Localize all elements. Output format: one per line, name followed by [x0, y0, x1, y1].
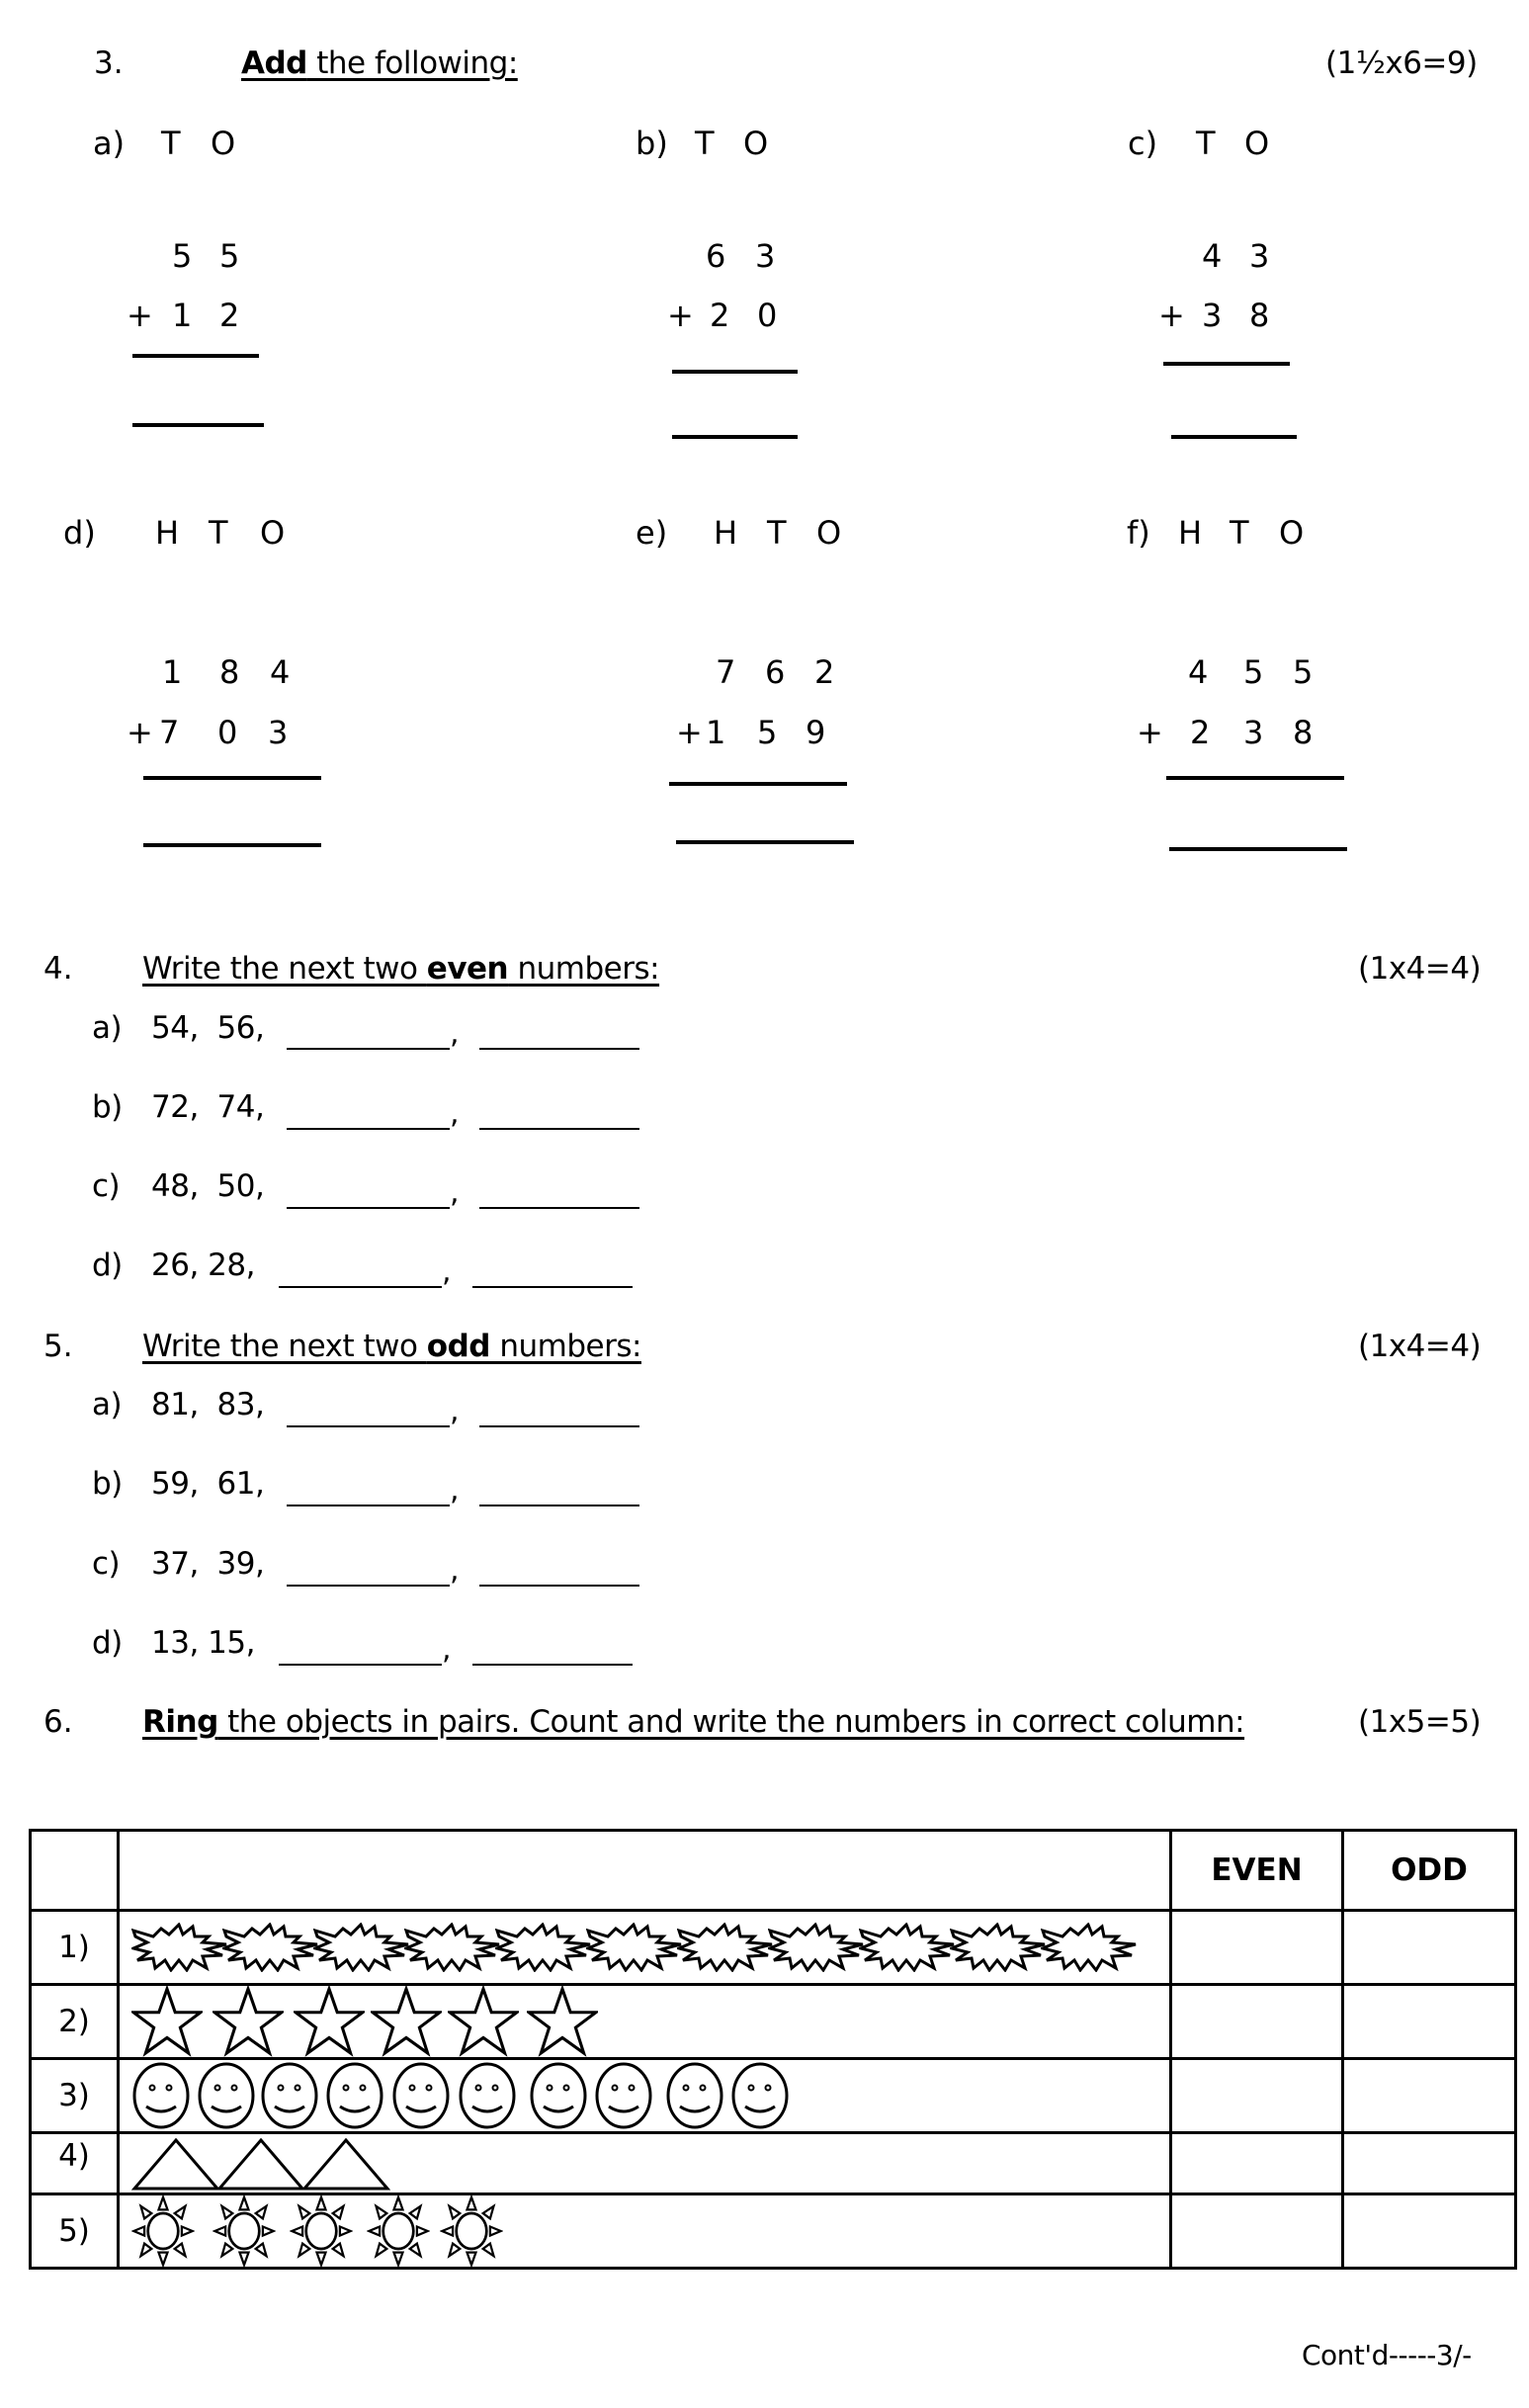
plus-sign: + — [127, 297, 153, 334]
answer-line — [132, 354, 259, 358]
title-bold: even — [426, 951, 509, 987]
digit: 3 — [268, 714, 289, 751]
answer-blank[interactable] — [287, 1048, 450, 1050]
comma: , — [450, 1553, 460, 1588]
burst-icon-group — [131, 1919, 1159, 1976]
even-answer-cell[interactable] — [1171, 2133, 1343, 2194]
answer-line — [669, 782, 847, 786]
item-label: c) — [92, 1546, 121, 1582]
answer-blank[interactable] — [279, 1286, 442, 1288]
answer-line — [1166, 776, 1344, 780]
digit: 6 — [706, 237, 726, 275]
smiley-icon-group — [131, 2061, 823, 2130]
place-header-ones: O — [1279, 514, 1305, 552]
digit: 5 — [1243, 653, 1264, 691]
digit: 4 — [1202, 237, 1223, 275]
digit: 4 — [1188, 653, 1209, 691]
objects-cell[interactable] — [119, 2059, 1171, 2133]
digit: 5 — [757, 714, 778, 751]
number-sequence: 26, 28, — [151, 1247, 255, 1283]
problem-label: c) — [1128, 125, 1158, 162]
answer-line — [672, 370, 798, 374]
item-label: b) — [92, 1466, 123, 1502]
place-header-tens: T — [695, 125, 715, 162]
question-4-marks: (1x4=4) — [1358, 951, 1482, 987]
place-header-hundreds: H — [1178, 514, 1203, 552]
answer-line[interactable] — [132, 423, 264, 427]
question-6-marks: (1x5=5) — [1358, 1704, 1482, 1740]
header-cell-number — [31, 1831, 119, 1911]
header-cell-odd: ODD — [1343, 1831, 1516, 1911]
question-6-number: 6. — [43, 1704, 73, 1740]
answer-blank[interactable] — [279, 1664, 442, 1666]
answer-blank[interactable] — [287, 1425, 450, 1427]
question-3-title-rest: the following: — [306, 45, 518, 81]
objects-cell[interactable] — [119, 1985, 1171, 2059]
odd-answer-cell[interactable] — [1343, 1911, 1516, 1985]
number-sequence: 72, 74, — [151, 1089, 265, 1125]
answer-line — [143, 776, 321, 780]
item-label: a) — [92, 1387, 123, 1422]
triangle-icon-group — [131, 2135, 428, 2193]
header-cell-even: EVEN — [1171, 1831, 1343, 1911]
row-label: 2) — [31, 1985, 119, 2059]
title-text: numbers: — [508, 951, 660, 987]
even-answer-cell[interactable] — [1171, 2194, 1343, 2269]
digit: 8 — [219, 653, 240, 691]
objects-cell[interactable] — [119, 2133, 1171, 2194]
comma: , — [450, 1394, 460, 1428]
comma: , — [442, 1254, 452, 1289]
comma: , — [442, 1632, 452, 1667]
digit: 6 — [765, 653, 786, 691]
digit: 2 — [219, 297, 240, 334]
plus-sign: + — [676, 714, 703, 751]
row-label: 5) — [31, 2194, 119, 2269]
answer-blank[interactable] — [479, 1505, 639, 1506]
answer-blank[interactable] — [287, 1128, 450, 1130]
question-3-number: 3. — [94, 45, 124, 81]
comma: , — [450, 1175, 460, 1210]
title-text: the objects in pairs. Count and write the numbers in correct column: — [217, 1704, 1245, 1740]
place-header-hundreds: H — [714, 514, 738, 552]
place-header-tens: T — [767, 514, 787, 552]
odd-answer-cell[interactable] — [1343, 1985, 1516, 2059]
number-sequence: 59, 61, — [151, 1466, 265, 1502]
digit: 2 — [710, 297, 730, 334]
place-header-tens: T — [161, 125, 181, 162]
odd-answer-cell[interactable] — [1343, 2059, 1516, 2133]
item-label: a) — [92, 1010, 123, 1046]
digit: 8 — [1249, 297, 1270, 334]
table-row — [31, 2194, 1516, 2269]
item-label: c) — [92, 1168, 121, 1204]
objects-cell[interactable] — [119, 1911, 1171, 1985]
number-sequence: 13, 15, — [151, 1625, 255, 1661]
digit: 1 — [706, 714, 726, 751]
title-bold: Ring — [142, 1704, 218, 1740]
question-4-title — [142, 951, 659, 987]
place-header-ones: O — [211, 125, 236, 162]
digit: 5 — [1293, 653, 1314, 691]
answer-blank[interactable] — [472, 1286, 633, 1288]
table-row — [31, 1985, 1516, 2059]
digit: 4 — [270, 653, 291, 691]
even-answer-cell[interactable] — [1171, 1985, 1343, 2059]
answer-blank[interactable] — [479, 1585, 639, 1587]
even-answer-cell[interactable] — [1171, 2059, 1343, 2133]
digit: 7 — [716, 653, 736, 691]
digit: 1 — [172, 297, 193, 334]
digit: 5 — [219, 237, 240, 275]
header-cell-objects — [119, 1831, 1171, 1911]
row-label: 4) — [31, 2133, 119, 2194]
even-answer-cell[interactable] — [1171, 1911, 1343, 1985]
item-label: b) — [92, 1089, 123, 1125]
comma: , — [450, 1096, 460, 1131]
answer-line — [1163, 362, 1290, 366]
place-header-tens: T — [209, 514, 228, 552]
pairs-table — [29, 1829, 1517, 2270]
digit: 1 — [162, 653, 183, 691]
row-label: 1) — [31, 1911, 119, 1985]
number-sequence: 37, 39, — [151, 1546, 265, 1582]
objects-cell[interactable] — [119, 2194, 1171, 2269]
answer-blank[interactable] — [287, 1505, 450, 1506]
plus-sign: + — [667, 297, 694, 334]
number-sequence: 81, 83, — [151, 1387, 265, 1422]
plus-sign: + — [1137, 714, 1163, 751]
answer-line[interactable] — [143, 843, 321, 847]
question-5-title — [142, 1329, 641, 1364]
comma: , — [450, 1473, 460, 1507]
answer-blank[interactable] — [479, 1128, 639, 1130]
digit: 2 — [814, 653, 835, 691]
place-header-tens: T — [1196, 125, 1216, 162]
question-6-title — [142, 1704, 1244, 1740]
title-text: numbers: — [489, 1329, 641, 1364]
digit: 9 — [806, 714, 826, 751]
question-3-title-bold: Add — [241, 45, 307, 81]
title-text: Write the next two — [142, 951, 427, 987]
item-label: d) — [92, 1247, 123, 1283]
answer-line[interactable] — [1169, 847, 1347, 851]
digit: 3 — [1243, 714, 1264, 751]
number-sequence: 48, 50, — [151, 1168, 265, 1204]
answer-blank[interactable] — [479, 1425, 639, 1427]
question-5-number: 5. — [43, 1329, 73, 1364]
place-header-ones: O — [816, 514, 842, 552]
table-header-row — [31, 1831, 1516, 1911]
digit: 3 — [1249, 237, 1270, 275]
digit: 3 — [755, 237, 776, 275]
question-3-title — [241, 45, 518, 81]
odd-answer-cell[interactable] — [1343, 2194, 1516, 2269]
odd-answer-cell[interactable] — [1343, 2133, 1516, 2194]
problem-label: d) — [63, 514, 96, 552]
question-4-number: 4. — [43, 951, 73, 987]
star-icon-group — [131, 1986, 645, 2057]
answer-line[interactable] — [672, 435, 798, 439]
table-row — [31, 2133, 1516, 2194]
question-3-marks: (1½x6=9) — [1325, 45, 1478, 81]
place-header-ones: O — [260, 514, 286, 552]
digit: 7 — [159, 714, 180, 751]
plus-sign: + — [127, 714, 153, 751]
digit: 5 — [172, 237, 193, 275]
sun-icon-group — [131, 2195, 547, 2267]
item-label: d) — [92, 1625, 123, 1661]
place-header-hundreds: H — [155, 514, 180, 552]
digit: 8 — [1293, 714, 1314, 751]
problem-label: f) — [1127, 514, 1150, 552]
problem-label: e) — [636, 514, 668, 552]
digit: 0 — [757, 297, 778, 334]
continuation-footer: Cont'd-----3/- — [1302, 2339, 1472, 2371]
comma: , — [450, 1016, 460, 1051]
title-bold: odd — [426, 1329, 490, 1364]
problem-label: a) — [93, 125, 126, 162]
table-row — [31, 2059, 1516, 2133]
digit: 0 — [217, 714, 238, 751]
answer-line[interactable] — [676, 840, 854, 844]
table-row — [31, 1911, 1516, 1985]
number-sequence: 54, 56, — [151, 1010, 265, 1046]
answer-blank[interactable] — [287, 1207, 450, 1209]
title-text: Write the next two — [142, 1329, 427, 1364]
place-header-tens: T — [1230, 514, 1249, 552]
place-header-ones: O — [743, 125, 769, 162]
plus-sign: + — [1158, 297, 1185, 334]
place-header-ones: O — [1244, 125, 1270, 162]
question-5-marks: (1x4=4) — [1358, 1329, 1482, 1364]
answer-blank[interactable] — [479, 1207, 639, 1209]
row-label: 3) — [31, 2059, 119, 2133]
problem-label: b) — [636, 125, 668, 162]
answer-blank[interactable] — [287, 1585, 450, 1587]
answer-blank[interactable] — [472, 1664, 633, 1666]
answer-blank[interactable] — [479, 1048, 639, 1050]
answer-line[interactable] — [1171, 435, 1297, 439]
digit: 3 — [1202, 297, 1223, 334]
digit: 2 — [1190, 714, 1211, 751]
